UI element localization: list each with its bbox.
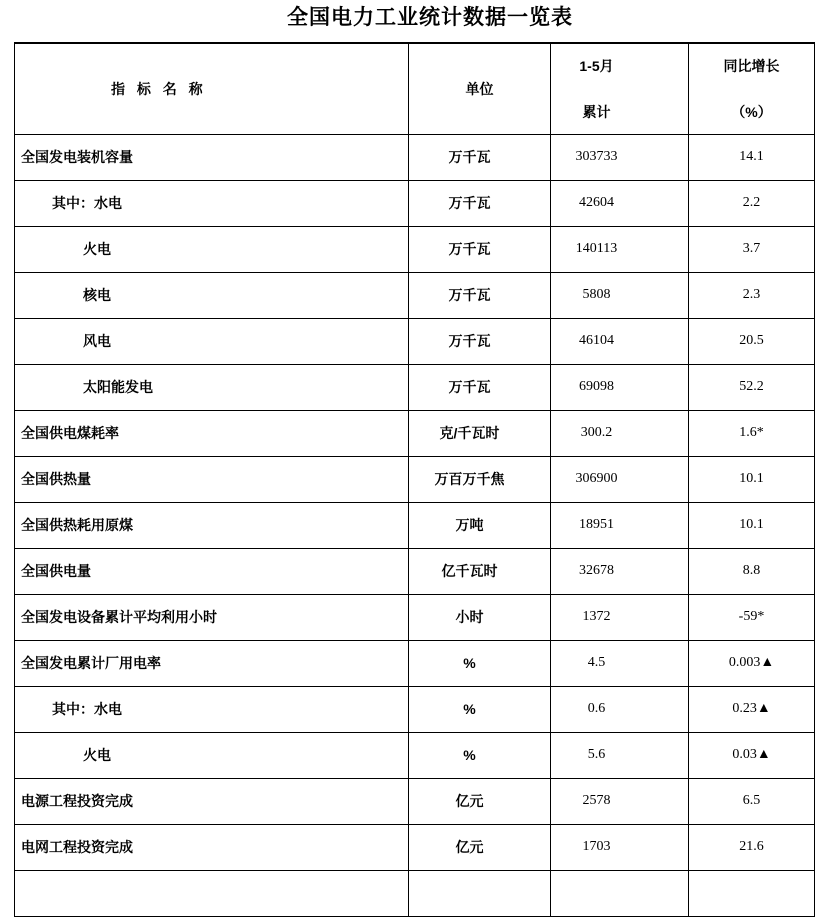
header-period-line1: 1-5月 (579, 57, 614, 74)
value-cell: 306900 (551, 456, 689, 502)
yoy-cell: 14.1 (689, 134, 815, 180)
table-row (15, 778, 815, 824)
unit-cell: % (409, 732, 551, 778)
value-cell: 69098 (551, 364, 689, 410)
unit-cell: 亿千瓦时 (409, 548, 551, 594)
table-row (15, 456, 815, 502)
yoy-cell: 52.2 (689, 364, 815, 410)
yoy-cell: 10.1 (689, 456, 815, 502)
table-row (15, 824, 815, 870)
indicator-cell: 风电 (15, 318, 409, 364)
table-row (15, 318, 815, 364)
unit-cell: % (409, 640, 551, 686)
table-header (15, 43, 815, 134)
yoy-cell: 21.6 (689, 824, 815, 870)
yoy-cell: 2.2 (689, 180, 815, 226)
unit-cell: 万千瓦 (409, 364, 551, 410)
indicator-cell: 电网工程投资完成 (15, 824, 409, 870)
empty-cell (15, 870, 409, 916)
unit-cell: 万吨 (409, 502, 551, 548)
indicator-cell: 核电 (15, 272, 409, 318)
yoy-cell: 0.03▲ (689, 732, 815, 778)
table-row (15, 226, 815, 272)
table-row (15, 686, 815, 732)
value-cell: 5.6 (551, 732, 689, 778)
table-body (15, 134, 815, 916)
indicator-cell: 其中：水电 (15, 686, 409, 732)
table-row (15, 180, 815, 226)
header-yoy-line2: （%） (731, 103, 772, 120)
unit-cell: 亿元 (409, 778, 551, 824)
indicator-cell: 全国供电量 (15, 548, 409, 594)
value-cell: 4.5 (551, 640, 689, 686)
yoy-cell: -59* (689, 594, 815, 640)
yoy-cell: 20.5 (689, 318, 815, 364)
statistics-table (14, 42, 815, 917)
yoy-cell: 8.8 (689, 548, 815, 594)
page-title: 全国电力工业统计数据一览表 (287, 6, 573, 29)
indicator-cell: 全国供电煤耗率 (15, 410, 409, 456)
unit-cell: 万千瓦 (409, 180, 551, 226)
table-row (15, 134, 815, 180)
table-row (15, 594, 815, 640)
unit-cell: 万千瓦 (409, 318, 551, 364)
table-row (15, 548, 815, 594)
empty-cell (689, 870, 815, 916)
value-cell: 42604 (551, 180, 689, 226)
unit-cell: 亿元 (409, 824, 551, 870)
empty-cell (409, 870, 551, 916)
table-row (15, 732, 815, 778)
value-cell: 0.6 (551, 686, 689, 732)
unit-cell: 小时 (409, 594, 551, 640)
header-unit: 单位 (409, 43, 551, 134)
page (0, 5, 830, 877)
table-row-clipped (15, 870, 815, 916)
unit-cell: 克/千瓦时 (409, 410, 551, 456)
yoy-cell: 3.7 (689, 226, 815, 272)
header-period-line2: 累计 (582, 103, 611, 120)
value-cell: 140113 (551, 226, 689, 272)
header-yoy-line1: 同比增长 (723, 57, 780, 74)
value-cell: 46104 (551, 318, 689, 364)
header-period-lines (551, 55, 642, 123)
value-cell: 5808 (551, 272, 689, 318)
indicator-cell: 全国发电设备累计平均利用小时 (15, 594, 409, 640)
unit-cell: % (409, 686, 551, 732)
table-row (15, 364, 815, 410)
header-period-cumulative (551, 43, 689, 134)
yoy-cell: 10.1 (689, 502, 815, 548)
value-cell: 1372 (551, 594, 689, 640)
value-cell: 32678 (551, 548, 689, 594)
empty-cell (551, 870, 689, 916)
yoy-cell: 2.3 (689, 272, 815, 318)
header-yoy-lines (689, 55, 814, 123)
header-row (15, 43, 815, 134)
value-cell: 1703 (551, 824, 689, 870)
value-cell: 18951 (551, 502, 689, 548)
indicator-cell: 电源工程投资完成 (15, 778, 409, 824)
indicator-cell: 全国供热量 (15, 456, 409, 502)
yoy-cell: 0.003▲ (689, 640, 815, 686)
value-cell: 2578 (551, 778, 689, 824)
indicator-cell: 其中：水电 (15, 180, 409, 226)
table-row (15, 640, 815, 686)
value-cell: 300.2 (551, 410, 689, 456)
unit-cell: 万千瓦 (409, 272, 551, 318)
indicator-cell: 火电 (15, 226, 409, 272)
header-indicator-name: 指 标 名 称 (15, 43, 409, 134)
yoy-cell: 1.6* (689, 410, 815, 456)
indicator-cell: 火电 (15, 732, 409, 778)
indicator-cell: 全国发电装机容量 (15, 134, 409, 180)
yoy-cell: 6.5 (689, 778, 815, 824)
yoy-cell: 0.23▲ (689, 686, 815, 732)
table-row (15, 410, 815, 456)
table-row (15, 502, 815, 548)
indicator-cell: 全国发电累计厂用电率 (15, 640, 409, 686)
value-cell: 303733 (551, 134, 689, 180)
header-yoy-growth (689, 43, 815, 134)
unit-cell: 万千瓦 (409, 226, 551, 272)
unit-cell: 万百万千焦 (409, 456, 551, 502)
indicator-cell: 太阳能发电 (15, 364, 409, 410)
indicator-cell: 全国供热耗用原煤 (15, 502, 409, 548)
table-row (15, 272, 815, 318)
unit-cell: 万千瓦 (409, 134, 551, 180)
